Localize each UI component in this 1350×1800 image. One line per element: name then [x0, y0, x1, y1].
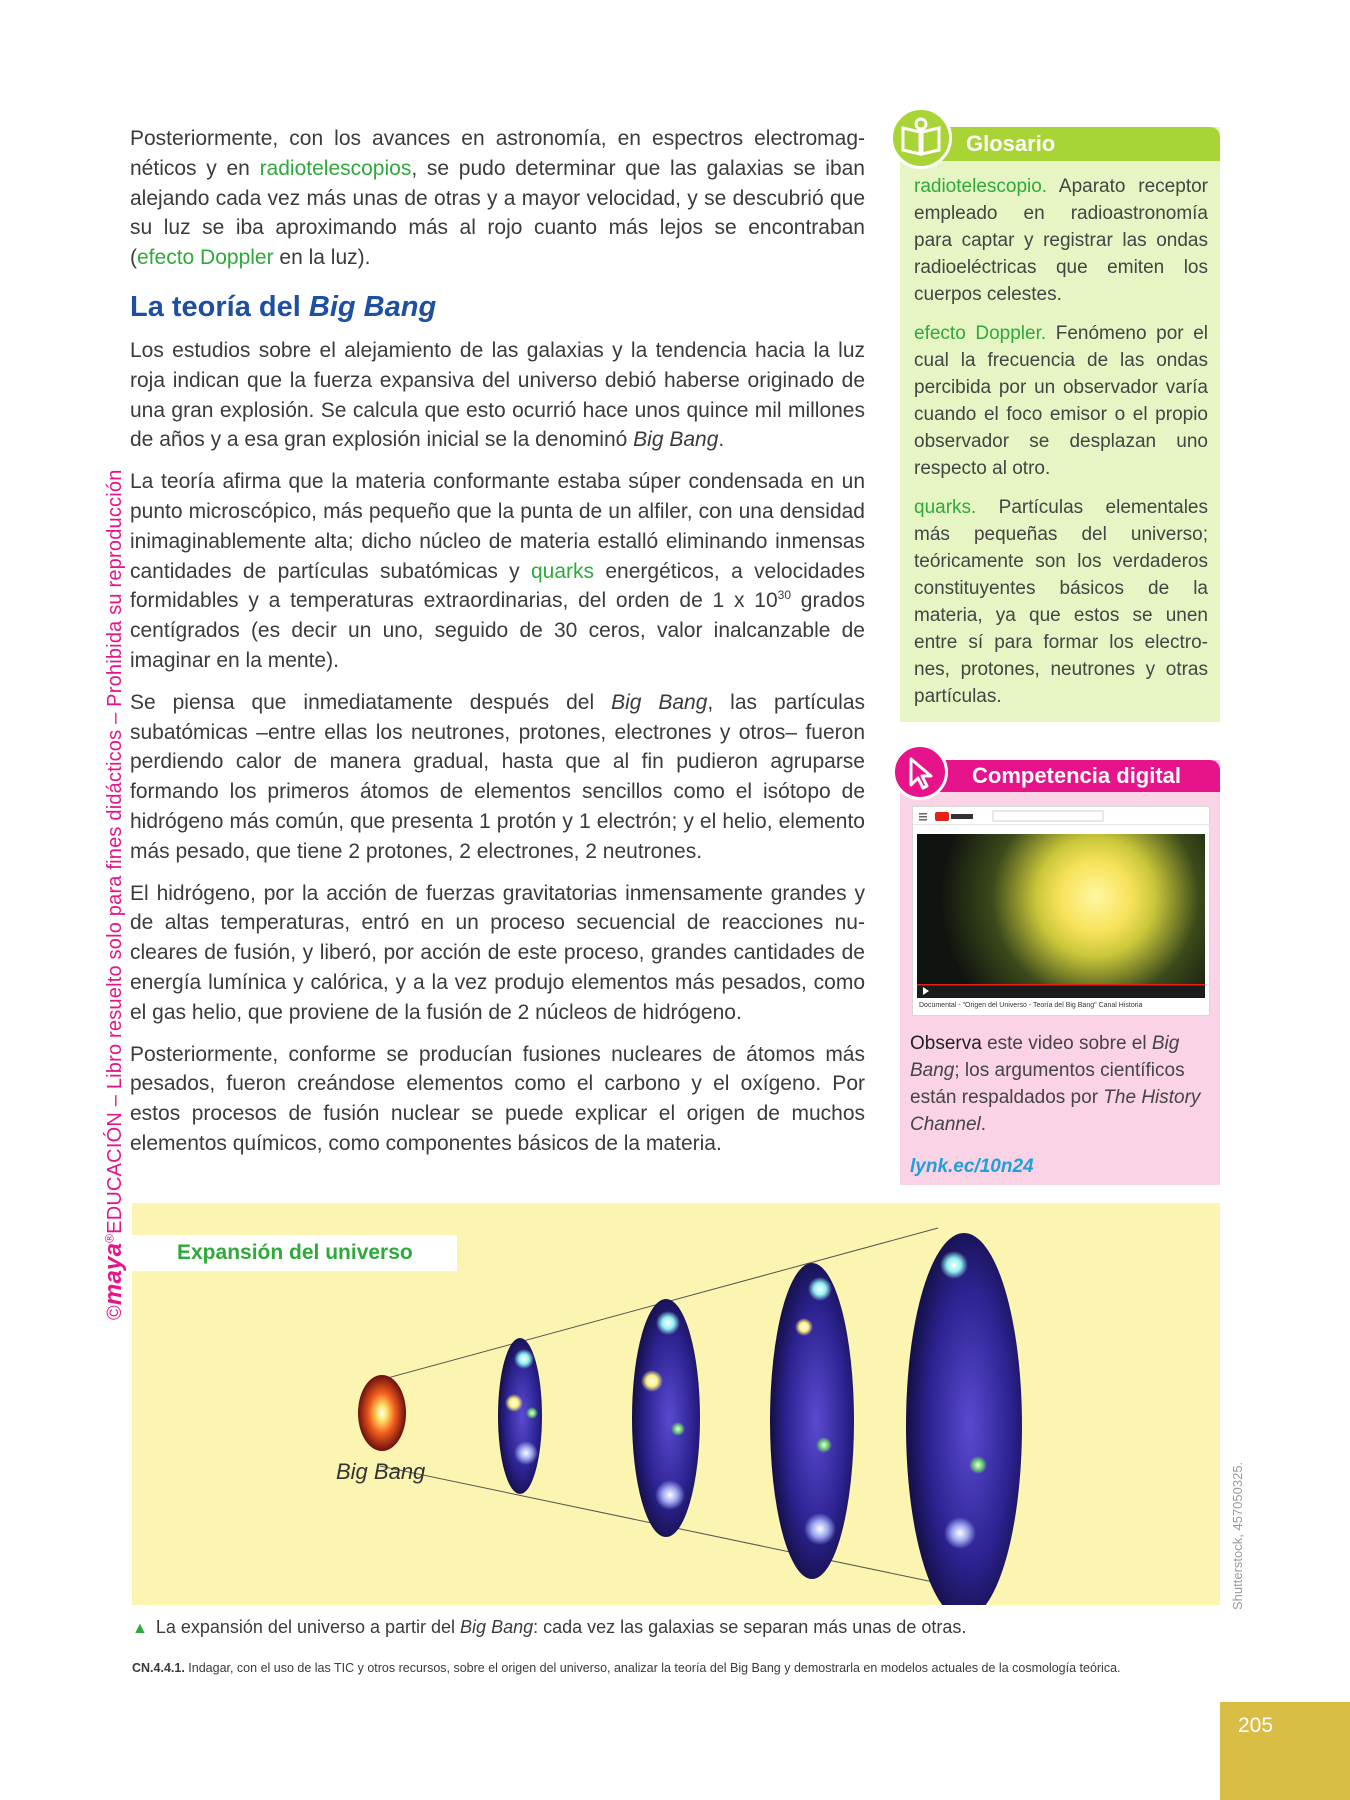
paragraph-5: Posteriormente, conforme se producían fusiones nucleares de átomos más pesados, fueron creándose elementos como el carbono y el oxígeno. Por estos procesos de fusión nuclear se puede explicar el origen de muchos elementos químicos, como componentes básicos de la materia. — [130, 1042, 865, 1155]
footnote-code: CN.4.4.1. — [132, 1661, 185, 1675]
section-heading — [130, 291, 865, 324]
glosario-title: Glosario — [966, 131, 1056, 156]
figure-title: Expansión del universo — [177, 1241, 413, 1264]
glosario-body — [914, 173, 1208, 722]
desc-lead: Observa — [910, 1033, 982, 1054]
intro-text-1: Posteriormente, con los avances en astronomía, en espectros electromagnéticos y en — [130, 127, 865, 180]
copyright-text: EDUCACIÓN – Libro resuelto solo para fines didácticos – Prohibida su reproducción — [104, 469, 126, 1234]
p2-text-1: La teoría afirma que la materia conformante estaba súper condensada en un punto microscópico, más pequeño que la punta de un alfiler, con una densidad inimaginablemente alta; dicho núcleo de materia estalló eliminando inmensas cantidades de partículas subatómicas y — [130, 470, 865, 583]
caption-text-2: : cada vez las galaxias se separan más unas de otras. — [533, 1617, 967, 1637]
term-quarks: quarks — [531, 559, 595, 583]
competencia-title: Competencia digital — [972, 763, 1182, 788]
triangle-icon: ▲ — [132, 1620, 148, 1637]
cursor-icon — [892, 744, 948, 800]
main-column — [130, 124, 865, 1171]
glosario-definition: Partículas elementales más pequeñas del universo; teóricamente son los verdaderos constituyentes básicos de la materia, ya que estos se unen entre sí para formar los electrones, protones, neutrones y otras partículas. — [914, 497, 1208, 707]
paragraph-4: El hidrógeno, por la acción de fuerzas gravitatorias inmensamente grandes y de altas temperaturas, entró en un proceso secuencial de reacciones nucleares de fusión, y liberó, por acción de este proceso, grandes cantidades de energía lumínica y calórica, y a la vez produjo elementos más pesados, como el gas helio, que proviene de la fusión de 2 núcleos de hidrógeno. — [130, 881, 865, 1024]
paragraph-3 — [130, 688, 865, 867]
term-radiotelescopios: radiotelescopios — [259, 156, 412, 180]
page-number: 205 — [1238, 1714, 1274, 1737]
registered-mark: ® — [102, 1233, 117, 1243]
figure-caption — [132, 1617, 966, 1638]
glosario-term: quarks. — [914, 497, 977, 518]
competencia-digital-box — [900, 760, 1220, 1185]
intro-text-3: en la luz). — [273, 246, 371, 270]
glosario-definition: Aparato receptor empleado en radioastronomía para captar y registrar las ondas radioeléctricas que emiten los cuerpos celestes. — [914, 176, 1208, 305]
desc-text-1: este video sobre el — [981, 1033, 1152, 1054]
youtube-bar — [913, 807, 1211, 825]
desc-text-2: ; los argumentos científicos están respaldados por — [910, 1060, 1185, 1108]
figure-label-box — [132, 1235, 457, 1271]
video-thumbnail[interactable] — [912, 806, 1210, 1016]
curriculum-footnote — [132, 1661, 1121, 1675]
p3-text-1: Se piensa que inmediatamente después del — [130, 690, 612, 714]
p1-text-1: Los estudios sobre el alejamiento de las galaxias y la tendencia hacia la luz roja indican que la fuerza expansiva del universo debió haberse originado de una gran explosión. Se calcula que esto ocurrió hace unos quince mil millones de años y a esa gran explosión inicial se la denominó — [130, 338, 865, 452]
brand-logo-text: maya — [100, 1242, 127, 1306]
footnote-text: Indagar, con el uso de las TIC y otros recursos, sobre el origen del universo, analizar la teoría del Big Bang y demostrarla en modelos actuales de la cosmología teórica. — [184, 1661, 1121, 1675]
p2-text-3: grados centígrados (es decir un uno, seguido de 30 ceros, valor inalcanzable de imaginar en la mente). — [130, 589, 865, 672]
copyright-symbol: © — [104, 1305, 126, 1320]
intro-paragraph — [130, 124, 865, 273]
big-bang-label: Big Bang — [336, 1459, 426, 1484]
page-number-tab — [1220, 1702, 1350, 1800]
video-caption: Documental - "Origen del Universo - Teoría del Big Bang" Canal Historia — [919, 1002, 1143, 1009]
competencia-description — [910, 1030, 1212, 1138]
copyright-strip — [100, 469, 128, 1320]
p1-text-2: . — [718, 428, 725, 452]
book-icon — [890, 107, 952, 169]
glosario-definition: Fenómeno por el cual la frecuencia de las ondas percibida por un observador varía cuando el foco emisor o el propio observador se desplazan uno respecto al otro. — [914, 323, 1208, 479]
glosario-box — [900, 127, 1220, 722]
competencia-header — [900, 760, 1220, 792]
p3-italic: Big Bang — [611, 690, 708, 714]
term-efecto-doppler: efecto Doppler — [137, 246, 274, 270]
desc-italic-1: Big Bang — [910, 1033, 1180, 1081]
glosario-term: efecto Doppler. — [914, 323, 1047, 344]
paragraph-2 — [130, 467, 865, 676]
caption-italic: Big Bang — [460, 1617, 534, 1637]
glosario-entry — [914, 320, 1208, 482]
play-icon[interactable] — [917, 984, 1205, 998]
heading-plain: La teoría del — [130, 290, 309, 323]
glosario-entry — [914, 494, 1208, 710]
p2-exponent: 30 — [777, 588, 791, 603]
expansion-figure — [132, 1203, 1220, 1605]
image-credit: Shutterstock, 457050325. — [1230, 1461, 1245, 1610]
desc-italic-2: The History Channel — [910, 1087, 1201, 1135]
heading-italic: Big Bang — [308, 290, 437, 323]
paragraph-1 — [130, 336, 865, 455]
p2-text-2: energéticos, a velocidades formidables y a temperaturas extraordinarias, del orden de 1 x 10 — [130, 559, 865, 613]
glosario-entry — [914, 173, 1208, 308]
intro-text-2: , se pudo determinar que las galaxias se iban alejando cada vez más unas de otras y a mayor velocidad, y se descubrió que su luz se iba aproximando más al rojo cuanto más lejos se encontraban ( — [130, 156, 865, 270]
p3-text-2: , las partículas subatómicas –entre ellas los neutrones, protones, electrones y otros– fueron perdiendo calor de manera gradual, hasta que al fin pudieron agruparse formando los primeros átomos de elementos sencillos como el isótopo de hidrógeno más común, que presenta 1 protón y 1 electrón; y el helio, elemento más pesado, que tiene 2 protones, 2 electrones, 2 neutrones. — [130, 690, 866, 863]
p1-italic: Big Bang — [633, 428, 719, 452]
glosario-term: radiotelescopio. — [914, 176, 1048, 197]
desc-text-3: . — [980, 1114, 987, 1135]
video-link[interactable]: lynk.ec/10n24 — [910, 1156, 1034, 1177]
video-frame — [917, 834, 1205, 984]
caption-text-1: La expansión del universo a partir del — [155, 1617, 461, 1637]
